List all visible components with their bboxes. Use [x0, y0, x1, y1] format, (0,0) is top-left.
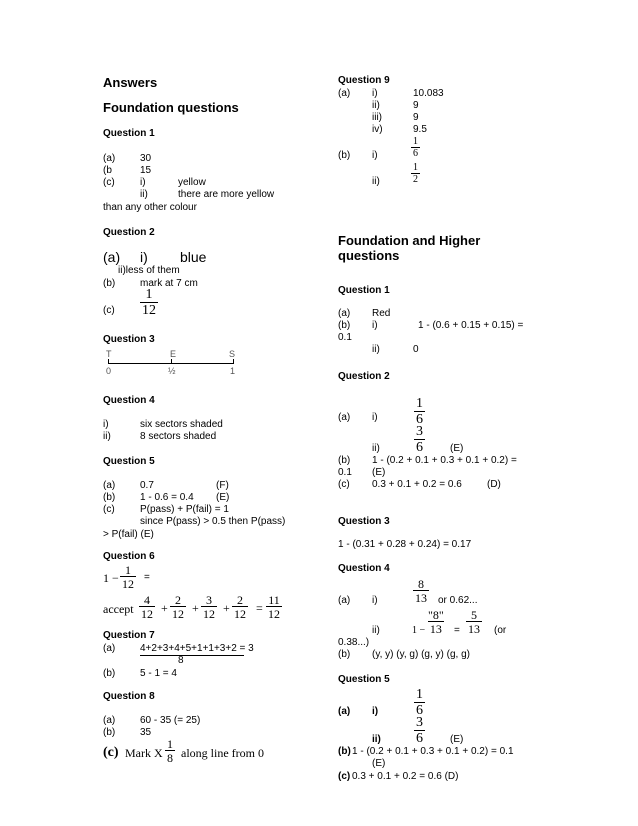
- q6-f2-den: 12: [141, 607, 153, 621]
- question-3-title: Question 3: [103, 334, 155, 345]
- fq2-ii-tag: (E): [450, 443, 464, 454]
- q9-i-value: 10.083: [413, 88, 444, 99]
- fq2-a-den: 6: [416, 412, 423, 427]
- fq2-c-tag: (D): [487, 479, 501, 490]
- q8-a-value: 60 - 35 (= 25): [140, 715, 201, 726]
- question-5-title: Question 5: [103, 456, 155, 467]
- q6-fraction-4: [201, 594, 217, 620]
- fq1-b-cont: 0.1: [338, 332, 352, 343]
- fq4-ii-den: 13: [429, 622, 442, 636]
- fq4-a-num: 8: [418, 577, 424, 591]
- q2-c-label: (c): [103, 305, 115, 316]
- fq1-b-ii: ii): [372, 344, 380, 355]
- number-line-label-e: E: [170, 349, 177, 359]
- fq5-ii: ii): [372, 734, 381, 745]
- fq1-a-label: (a): [338, 308, 351, 319]
- q2-a-i: i): [140, 249, 148, 265]
- fq1-a-value: Red: [372, 308, 391, 319]
- q8-c-text-1: Mark X: [125, 746, 163, 760]
- q6-fraction-1: [120, 564, 136, 590]
- question-8-title: Question 8: [103, 691, 155, 702]
- fq4-ii-den2: 13: [468, 622, 480, 636]
- q9-b-i-den: 6: [413, 148, 418, 159]
- fq5-c-value: 0.3 + 0.1 + 0.2 = 0.6 (D): [352, 771, 459, 782]
- q9-iv: iv): [372, 124, 383, 135]
- fq4-ii-equals: =: [454, 625, 460, 636]
- q9-b-ii: ii): [372, 176, 380, 187]
- q5-c-value: P(pass) + P(fail) = 1: [140, 504, 229, 515]
- fq4-ii-or: (or: [494, 625, 507, 636]
- fq4-a-den: 13: [415, 591, 427, 605]
- q6-f3-num: 2: [175, 593, 181, 607]
- q2-b-value: mark at 7 cm: [140, 278, 198, 289]
- fq5-ii-fraction: [414, 716, 425, 746]
- number-line-label-t: T: [106, 349, 112, 359]
- question-1-title: Question 1: [103, 128, 155, 139]
- fq4-ii: ii): [372, 625, 380, 636]
- q5-c-line3: > P(fail) (E): [103, 529, 154, 540]
- fq5-ii-tag: (E): [450, 734, 464, 745]
- fq4-ii-fraction-2: [466, 609, 482, 635]
- fq2-c-value: 0.3 + 0.1 + 0.2 = 0.6: [372, 479, 462, 490]
- q6-equals-2: =: [256, 601, 263, 615]
- question-4-title: Question 4: [103, 395, 155, 406]
- fq5-b-value: 1 - (0.2 + 0.1 + 0.3 + 0.1 + 0.2) = 0.1: [352, 746, 514, 757]
- fq4-ii-one-minus: 1 −: [412, 625, 426, 636]
- fq2-a-fraction: [414, 397, 425, 427]
- q1-c-ii-value: there are more yellow: [178, 189, 275, 200]
- fq1-b-i: i): [372, 320, 378, 331]
- q9-iii: iii): [372, 112, 382, 123]
- q9-b-i: i): [372, 150, 378, 161]
- q1-c-i: i): [140, 177, 146, 188]
- number-line-tick-1: [233, 359, 234, 364]
- fq2-b-label: (b): [338, 455, 351, 466]
- fq4-a-or: or 0.62...: [438, 595, 478, 606]
- fq4-a-i: i): [372, 595, 378, 606]
- q7-a-value: 4+2+3+4+5+1+1+3+2 = 3: [140, 643, 254, 654]
- q6-f1-den: 12: [122, 577, 134, 591]
- number-line-value-0: 0: [106, 366, 112, 376]
- q6-f4-num: 3: [206, 593, 212, 607]
- fq5-c-label: (c): [338, 771, 351, 782]
- q9-iv-value: 9.5: [413, 124, 427, 135]
- fq2-b-value: 1 - (0.2 + 0.1 + 0.3 + 0.1 + 0.2) =: [372, 455, 517, 466]
- foundation-higher-heading-line-1: Foundation and Higher: [338, 233, 481, 248]
- q2-c-numerator: 1: [145, 287, 153, 302]
- q5-b-label: (b): [103, 492, 116, 503]
- q5-b-tag: (E): [216, 492, 230, 503]
- fq5-a-fraction: [414, 688, 425, 718]
- q9-ii-value: 9: [413, 100, 419, 111]
- q6-fraction-3: [170, 594, 186, 620]
- q7-b-label: (b): [103, 668, 116, 679]
- fq5-a-den: 6: [416, 703, 423, 718]
- q8-c-num: 1: [167, 737, 173, 751]
- fq2-a-num: 1: [416, 396, 423, 411]
- fq2-c-label: (c): [338, 479, 350, 490]
- q4-ii-label: ii): [103, 431, 111, 442]
- q1-c-ii: ii): [140, 189, 148, 200]
- fq4-b-label: (b): [338, 649, 351, 660]
- q2-a-value: blue: [180, 249, 207, 265]
- answers-heading: Answers: [103, 75, 158, 90]
- q6-plus-3: +: [223, 601, 230, 615]
- q1-c-cont: than any other colour: [103, 202, 197, 213]
- fq2-a-label: (a): [338, 412, 351, 423]
- fq5-a-i: i): [372, 706, 379, 717]
- fq1-b-ii-value: 0: [413, 344, 419, 355]
- q6-f2-num: 4: [144, 593, 150, 607]
- fq2-ii-den: 6: [416, 440, 423, 455]
- fq4-a-fraction: [413, 578, 429, 604]
- q8-b-value: 35: [140, 727, 152, 738]
- fq5-b-tag: (E): [372, 758, 386, 769]
- foundation-questions-heading: Foundation questions: [103, 100, 239, 115]
- q9-a-label: (a): [338, 88, 351, 99]
- q9-b-ii-den: 2: [413, 174, 418, 185]
- q9-b-i-num: 1: [413, 136, 418, 147]
- q6-f5-den: 12: [234, 607, 246, 621]
- fq3-value: 1 - (0.31 + 0.28 + 0.24) = 0.17: [338, 539, 472, 550]
- fh-question-2-title: Question 2: [338, 371, 390, 382]
- number-line-value-1: 1: [230, 366, 236, 376]
- fq4-ii-cont: 0.38...): [338, 637, 370, 648]
- question-2-title: Question 2: [103, 227, 155, 238]
- q9-iii-value: 9: [413, 112, 419, 123]
- q1-b-label: (b: [103, 165, 112, 176]
- q6-plus-1: +: [161, 601, 168, 615]
- fq4-a-label: (a): [338, 595, 351, 606]
- q1-c-label: (c): [103, 177, 115, 188]
- question-9-title: Question 9: [338, 75, 390, 86]
- fq5-b-label: (b): [338, 746, 351, 757]
- q2-a-label: (a): [103, 249, 121, 265]
- fq4-ii-num2: 5: [471, 608, 477, 622]
- q6-fraction-5: [232, 594, 248, 620]
- q2-c-fraction: [140, 288, 158, 318]
- q1-b-value: 15: [140, 165, 152, 176]
- q6-fraction-6: [266, 594, 282, 620]
- q5-c-label: (c): [103, 504, 115, 515]
- fq4-ii-num: "8": [428, 608, 444, 622]
- fh-question-4-title: Question 4: [338, 563, 390, 574]
- q8-c-fraction: [165, 738, 175, 764]
- number-line-tick-0: [108, 359, 109, 364]
- fh-question-5-title: Question 5: [338, 674, 390, 685]
- fq1-b-i-value: 1 - (0.6 + 0.15 + 0.15) =: [418, 320, 524, 331]
- fq4-ii-fraction-1: [426, 609, 446, 635]
- fq5-a-label: (a): [338, 706, 351, 717]
- q9-b-i-fraction: [411, 137, 420, 159]
- q4-i-label: i): [103, 419, 109, 430]
- q1-a-value: 30: [140, 153, 152, 164]
- foundation-higher-heading-line-2: questions: [338, 248, 400, 263]
- q9-b-label: (b): [338, 150, 351, 161]
- fq4-b-value: (y, y) (y, g) (g, y) (g, g): [372, 649, 470, 660]
- q9-b-ii-num: 1: [413, 162, 418, 173]
- q6-fraction-2: [139, 594, 155, 620]
- number-line-label-s: S: [229, 349, 236, 359]
- q6-f6-den: 12: [268, 607, 280, 621]
- question-6-title: Question 6: [103, 551, 155, 562]
- q5-b-value: 1 - 0.6 = 0.4: [140, 492, 194, 503]
- q1-a-label: (a): [103, 153, 116, 164]
- fq2-ii-fraction: [414, 425, 425, 455]
- fq1-b-label: (b): [338, 320, 351, 331]
- q5-c-line2: since P(pass) > 0.5 then P(pass): [140, 516, 286, 527]
- q6-f6-num: 11: [268, 593, 280, 607]
- q2-b-label: (b): [103, 278, 116, 289]
- fh-question-1-title: Question 1: [338, 285, 390, 296]
- q5-a-tag: (F): [216, 480, 229, 491]
- q4-i-value: six sectors shaded: [140, 419, 223, 430]
- q8-c-den: 8: [167, 751, 173, 765]
- q8-c-label: (c): [103, 745, 119, 760]
- q7-fraction-bar: [140, 655, 244, 656]
- fq2-b-tag: (E): [372, 467, 386, 478]
- q2-ii-line: ii)less of them: [118, 265, 180, 276]
- q6-equals: =: [144, 572, 150, 583]
- q5-a-label: (a): [103, 480, 116, 491]
- fq2-a-i: i): [372, 412, 378, 423]
- q2-c-denominator: 12: [142, 303, 156, 318]
- fq5-ii-den: 6: [416, 731, 423, 746]
- q7-a-label: (a): [103, 643, 116, 654]
- q9-i: i): [372, 88, 378, 99]
- question-7-title: Question 7: [103, 630, 155, 641]
- fq5-ii-num: 3: [416, 715, 423, 730]
- q9-b-ii-fraction: [411, 163, 420, 185]
- fq2-ii-num: 3: [416, 424, 423, 439]
- q8-c-text-2: along line from 0: [181, 746, 264, 760]
- q6-f4-den: 12: [203, 607, 215, 621]
- q6-one-minus: 1 −: [103, 571, 119, 585]
- q7-a-under: 8: [178, 655, 184, 666]
- q6-f1-num: 1: [125, 563, 131, 577]
- fq2-ii: ii): [372, 443, 380, 454]
- q6-f3-den: 12: [172, 607, 184, 621]
- q8-b-label: (b): [103, 727, 116, 738]
- fq2-b-cont: 0.1: [338, 467, 352, 478]
- q1-c-i-value: yellow: [178, 177, 206, 188]
- q7-b-value: 5 - 1 = 4: [140, 668, 177, 679]
- fh-question-3-title: Question 3: [338, 516, 390, 527]
- q5-a-value: 0.7: [140, 480, 154, 491]
- q6-plus-2: +: [192, 601, 199, 615]
- q9-ii: ii): [372, 100, 380, 111]
- q6-f5-num: 2: [237, 593, 243, 607]
- q4-ii-value: 8 sectors shaded: [140, 431, 217, 442]
- q8-a-label: (a): [103, 715, 116, 726]
- q6-accept: accept: [103, 602, 134, 616]
- fq5-a-num: 1: [416, 687, 423, 702]
- number-line-tick-half: [171, 359, 172, 364]
- number-line-value-half: ½: [168, 366, 176, 376]
